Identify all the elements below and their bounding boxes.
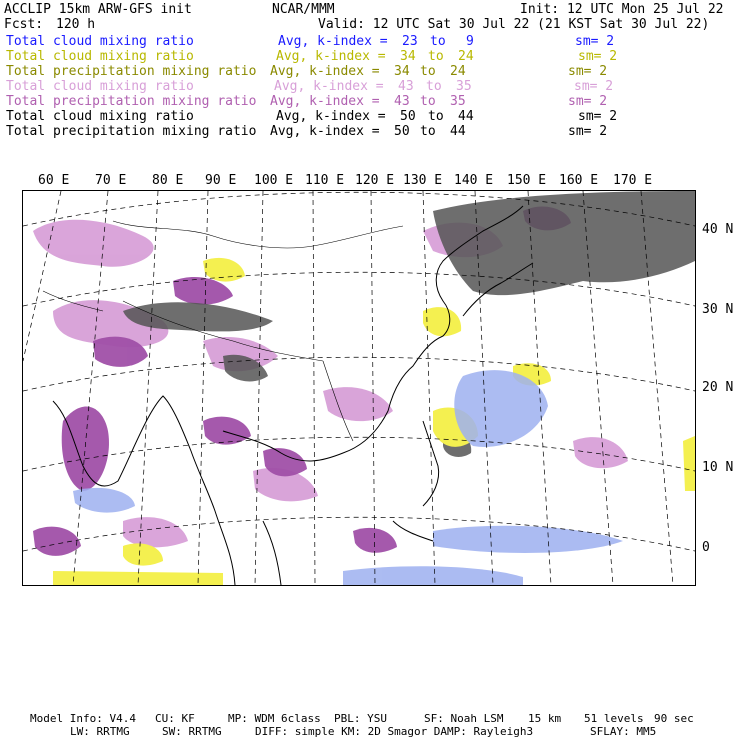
legend-sm: sm= 2 [568,64,608,79]
footer-item: SW: RRTMG [162,725,222,738]
footer-item: SFLAY: MM5 [590,725,657,738]
model-title: ACCLIP 15km ARW-GFS init [4,2,192,17]
legend-to: to [430,34,446,49]
map-panel [22,190,696,586]
legend-to: to [420,94,436,109]
legend-field: Total precipitation mixing ratio [6,94,257,109]
footer-item: 90 sec [654,712,694,725]
lon-label: 70 E [95,173,127,188]
legend-field: Total cloud mixing ratio [6,79,194,94]
lon-label: 120 E [355,173,395,188]
legend-sm: sm= 2 [575,34,615,49]
footer-item: DIFF: simple KM: 2D Smagor DAMP: Rayleigh3 [255,725,534,738]
legend-k-from: 34 [400,49,416,64]
legend-k-to: 44 [458,109,474,124]
legend-avg: Avg, k-index = [270,94,380,109]
legend-k-to: 9 [466,34,474,49]
legend-k-from: 43 [398,79,414,94]
high-cloud-field [123,191,695,457]
lon-label: 140 E [454,173,494,188]
forecast-label: Fcst: [4,17,44,32]
lon-label: 160 E [559,173,599,188]
lon-label: 110 E [305,173,345,188]
legend-avg: Avg, k-index = [270,64,380,79]
lon-label: 80 E [152,173,184,188]
lon-label: 90 E [205,173,237,188]
legend-sm: sm= 2 [578,49,618,64]
legend-to: to [428,49,444,64]
map-canvas [23,191,695,585]
lat-label: 0 [702,540,710,555]
lat-label: 10 N [702,460,734,475]
footer-item: 15 km [528,712,562,725]
center-name: NCAR/MMM [272,2,335,17]
legend-k-from: 50 [400,109,416,124]
legend-to: to [426,79,442,94]
forecast-hour: 120 h [56,17,96,32]
footer-item: MP: WDM 6class [228,712,321,725]
lat-label: 30 N [702,302,734,317]
legend-to: to [428,109,444,124]
legend-field: Total cloud mixing ratio [6,109,194,124]
lon-label: 150 E [507,173,547,188]
legend-field: Total precipitation mixing ratio [6,64,257,79]
legend-sm: sm= 2 [574,79,614,94]
legend-k-from: 43 [394,94,410,109]
legend-field: Total precipitation mixing ratio [6,124,257,139]
legend-avg: Avg, k-index = [270,124,380,139]
footer-item: LW: RRTMG [70,725,130,738]
init-time: Init: 12 UTC Mon 25 Jul 22 [520,2,724,17]
legend-sm: sm= 2 [568,124,608,139]
legend-sm: sm= 2 [578,109,618,124]
legend-avg: Avg, k-index = [274,79,384,94]
lon-label: 100 E [254,173,294,188]
footer-item: CU: KF [155,712,195,725]
lon-label: 130 E [403,173,443,188]
footer-item: SF: Noah LSM [424,712,504,725]
legend-to: to [420,64,436,79]
legend-field: Total cloud mixing ratio [6,49,194,64]
legend-k-to: 44 [450,124,466,139]
legend-to: to [420,124,436,139]
legend-sm: sm= 2 [568,94,608,109]
footer-item: Model Info: V4.4 [30,712,136,725]
legend-k-to: 35 [456,79,472,94]
lon-label: 170 E [613,173,653,188]
lon-label: 60 E [38,173,70,188]
footer-item: PBL: YSU [334,712,387,725]
lat-label: 40 N [702,222,734,237]
legend-k-to: 24 [450,64,466,79]
footer-item: 51 levels [584,712,644,725]
legend-avg: Avg, k-index = [276,109,386,124]
legend-k-from: 23 [402,34,418,49]
legend-k-to: 24 [458,49,474,64]
legend-k-from: 34 [394,64,410,79]
legend-avg: Avg, k-index = [278,34,388,49]
valid-time: Valid: 12 UTC Sat 30 Jul 22 (21 KST Sat 30 Jul 22) [318,17,710,32]
legend-k-from: 50 [394,124,410,139]
legend-avg: Avg, k-index = [276,49,386,64]
legend-k-to: 35 [450,94,466,109]
legend-field: Total cloud mixing ratio [6,34,194,49]
lat-label: 20 N [702,380,734,395]
